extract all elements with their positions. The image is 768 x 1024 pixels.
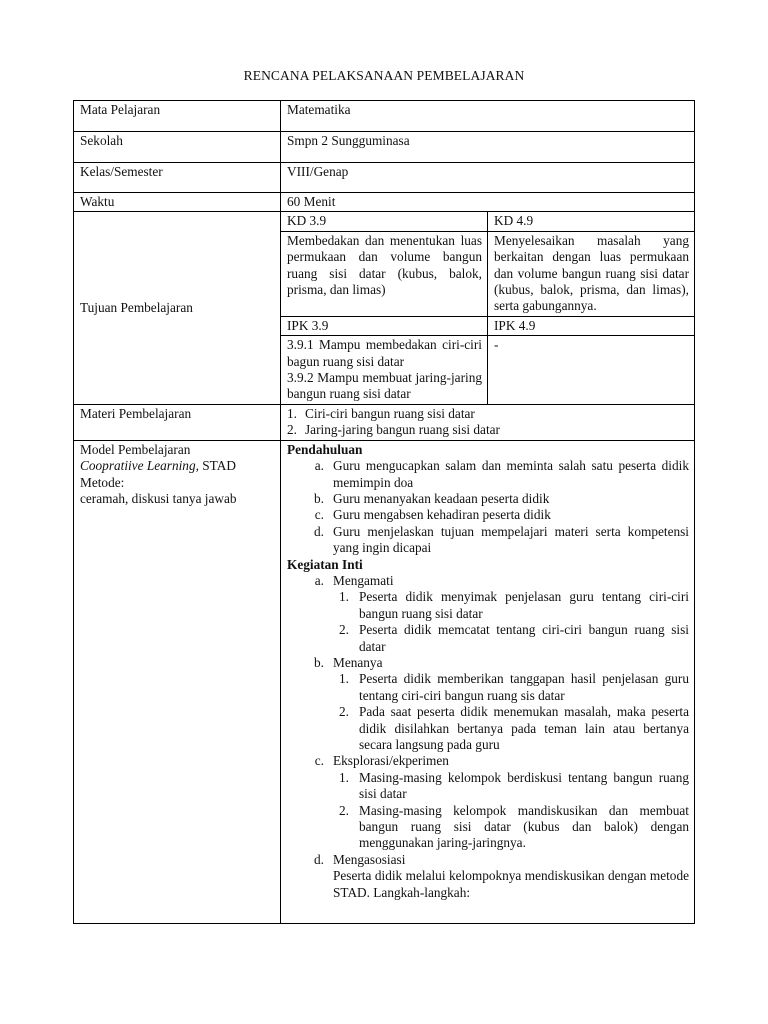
value-waktu: 60 Menit (281, 193, 695, 212)
row-mata-pelajaran (74, 101, 695, 132)
item-marker: a. (314, 572, 324, 588)
kd-right-text: Menyelesaikan masalah yang berkaitan dengan luas permukaan dan volume bangun ruang sisi datar (kubus, balok, prisma, dan limas), serta gabungannya. (488, 231, 695, 316)
model-type: STAD (198, 458, 236, 474)
value-kelas-semester: VIII/Genap (281, 163, 695, 193)
inti-a-item (287, 622, 689, 655)
row-kelas-semester (74, 163, 695, 193)
ipk-right-text: - (488, 336, 695, 405)
tujuan-inner-table (280, 211, 695, 404)
value-mata-pelajaran: Matematika (281, 101, 695, 132)
ipk-item-3-9-2: 3.9.2 Mampu membuat jaring-jaring bangun ruang sisi datar (287, 370, 482, 402)
item-text: Masing-masing kelompok mandiskusikan dan membuat bangun ruang sisi datar (kubus dan balok) dengan menggunakan jaring-jaringnya. (359, 802, 689, 851)
item-text: Peserta didik memberikan tanggapan hasil penjelasan guru tentang ciri-ciri bangun ruang sis datar (359, 671, 689, 703)
materi-item-number: 1. (287, 405, 297, 421)
kd-right-head: KD 4.9 (488, 212, 695, 231)
row-sekolah (74, 132, 695, 163)
model-italic: Coopratiive Learning, (80, 458, 199, 474)
ipk-item-3-9-1: 3.9.1 Mampu membedakan ciri-ciri bagun ruang sisi datar (287, 337, 482, 369)
label-materi-pembelajaran: Materi Pembelajaran (74, 404, 281, 440)
metode-value: ceramah, diskusi tanya jawab (80, 490, 237, 506)
item-text: Guru menjelaskan tujuan mempelajari materi serta kompetensi yang ingin dicapai (333, 523, 689, 556)
model-label: Model Pembelajaran (80, 441, 191, 457)
inti-b-item (287, 671, 689, 704)
inti-a-item (287, 589, 689, 622)
section-title: Mengasosiasi (333, 851, 406, 867)
row-waktu (74, 193, 695, 212)
pendahuluan-heading: Pendahuluan (287, 441, 363, 457)
ipk-left-head: IPK 3.9 (281, 316, 488, 335)
materi-item-text: Ciri-ciri bangun ruang sisi datar (305, 405, 475, 421)
kegiatan-inti-heading: Kegiatan Inti (287, 556, 363, 572)
item-marker: d. (314, 851, 324, 867)
item-text: Pada saat peserta didik menemukan masalah, maka peserta didik disilahkan bertanya pada teman lain atau bertanya secara langsung pada guru (359, 704, 689, 752)
rpp-table (73, 100, 695, 924)
materi-item (287, 406, 689, 422)
kd-left-text: Membedakan dan menentukan luas permukaan dan volume bangun ruang sisi datar (kubus, balok, prisma, dan limas) (281, 231, 488, 316)
item-marker: a. (314, 458, 324, 474)
section-title: Menanya (333, 654, 383, 670)
item-text: Masing-masing kelompok berdiskusi tentang bangun ruang sisi datar (359, 769, 689, 802)
row-tujuan-pembelajaran (74, 212, 695, 404)
document-title: RENCANA PELAKSANAAN PEMBELAJARAN (243, 68, 525, 83)
inti-section-b (287, 655, 689, 671)
pendahuluan-item (287, 491, 689, 507)
item-marker: d. (314, 523, 324, 539)
item-marker: c. (314, 507, 324, 523)
materi-item (287, 422, 689, 438)
inti-c-item (287, 803, 689, 852)
item-number: 2. (339, 622, 349, 638)
tujuan-content-cell (281, 212, 695, 404)
value-sekolah: Smpn 2 Sungguminasa (281, 132, 695, 163)
metode-label: Metode: (80, 474, 125, 490)
label-sekolah: Sekolah (74, 132, 281, 163)
inti-section-a (287, 573, 689, 589)
section-title: Mengamati (333, 572, 394, 588)
item-number: 1. (339, 589, 349, 605)
ipk-right-head: IPK 4.9 (488, 316, 695, 335)
materi-item-number: 2. (287, 422, 297, 438)
item-marker: b. (314, 490, 324, 506)
pendahuluan-item (287, 524, 689, 557)
activities-cell (281, 440, 695, 923)
inti-c-item (287, 770, 689, 803)
item-number: 1. (339, 769, 349, 785)
item-number: 1. (339, 671, 349, 687)
item-number: 2. (339, 704, 349, 720)
inti-section-c (287, 753, 689, 769)
item-text: Guru mengabsen kehadiran peserta didik (333, 507, 551, 523)
materi-item-text: Jaring-jaring bangun ruang sisi datar (305, 422, 500, 438)
item-text: Peserta didik menyimak penjelasan guru tentang ciri-ciri bangun ruang sisi datar (359, 589, 689, 621)
kd-left-head: KD 3.9 (281, 212, 488, 231)
row-model-pembelajaran (74, 440, 695, 923)
pendahuluan-item (287, 507, 689, 523)
label-mata-pelajaran: Mata Pelajaran (74, 101, 281, 132)
item-text: Guru menanyakan keadaan peserta didik (333, 490, 550, 506)
inti-d-text: Peserta didik melalui kelompoknya mendiskusikan dengan metode STAD. Langkah-langkah: (333, 868, 689, 900)
label-waktu: Waktu (74, 193, 281, 212)
item-text: Peserta didik memcatat tentang ciri-ciri bangun ruang sisi datar (359, 622, 689, 654)
model-name (80, 458, 275, 474)
pendahuluan-item (287, 458, 689, 491)
item-marker: b. (314, 654, 324, 670)
label-tujuan-pembelajaran: Tujuan Pembelajaran (74, 212, 281, 404)
item-marker: c. (314, 753, 324, 769)
ipk-left-text (281, 336, 488, 405)
row-materi-pembelajaran (74, 404, 695, 440)
item-text: Guru mengucapkan salam dan meminta salah satu peserta didik memimpin doa (333, 458, 689, 490)
label-kelas-semester: Kelas/Semester (74, 163, 281, 193)
section-title: Eksplorasi/ekperimen (333, 753, 449, 769)
item-number: 2. (339, 802, 349, 818)
label-model-pembelajaran (74, 440, 281, 923)
materi-list (281, 404, 695, 440)
inti-b-item (287, 704, 689, 753)
inti-section-d (287, 852, 689, 868)
